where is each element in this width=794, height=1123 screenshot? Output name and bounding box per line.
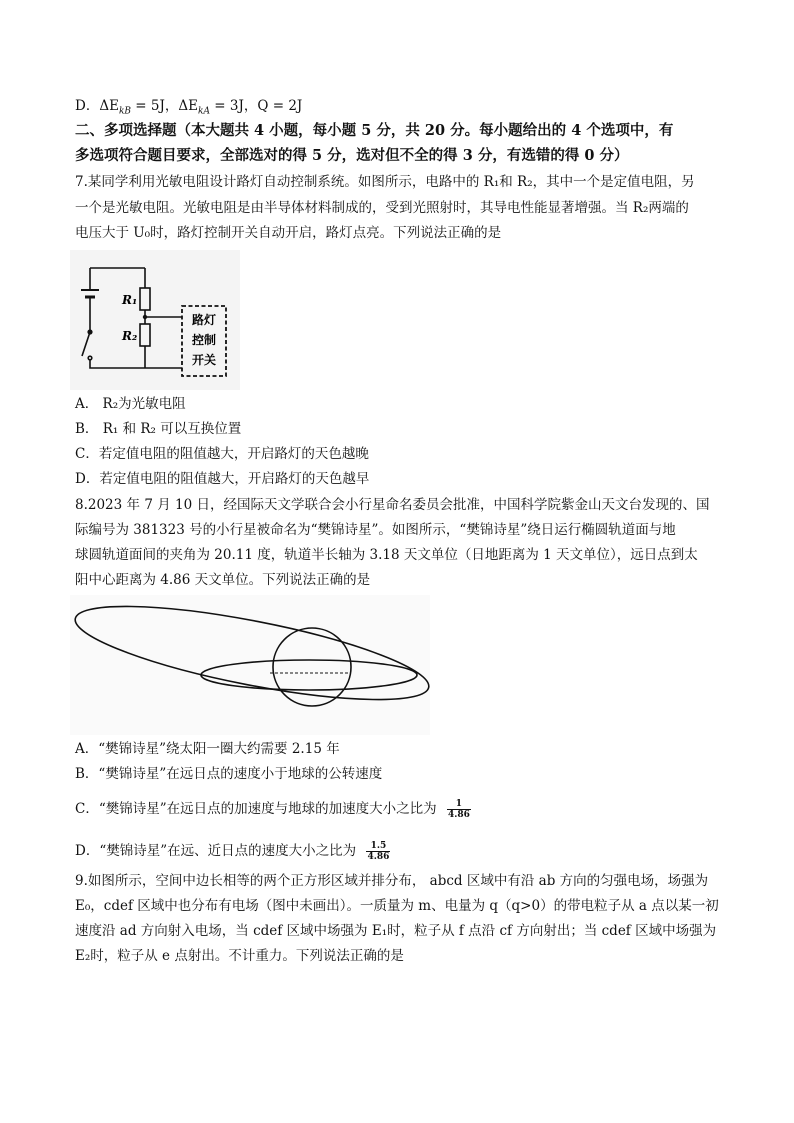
control-box-line3: 开关 (191, 353, 217, 367)
q7-stem-line3: 电压大于 U₀时，路灯控制开关自动开启，路灯点亮。下列说法正确的是 (75, 225, 502, 241)
control-box-line2: 控制 (191, 333, 217, 347)
q9-stem-line3: 速度沿 ad 方向射入电场，当 cdef 区域中场强为 E₁时，粒子从 f 点沿 cf 方向射出；当 cdef 区域中场强为 (75, 923, 717, 939)
q7-option-c: C．若定值电阻的阻值越大，开启路灯的天色越晚 (75, 446, 369, 462)
q8-stem-line3: 球圆轨道面间的夹角为 20.11 度，轨道半长轴为 3.18 天文单位（日地距离为 1 天文单位），远日点到太 (75, 547, 698, 563)
q9-stem-line2: E₀，cdef 区域中也分布有电场（图中未画出）。一质量为 m、电量为 q（q>0）的带电粒子从 a 点以某一初 (75, 898, 719, 914)
r2-label: R₂ (122, 329, 138, 343)
circuit-diagram (70, 250, 240, 390)
switch-pivot (88, 330, 92, 334)
switch-contact (88, 356, 92, 360)
orbit-diagram (70, 595, 430, 735)
section-heading-line2: 多选项符合题目要求，全部选对的得 5 分，选对但不全的得 3 分，有选错的得 0 分） (75, 147, 629, 164)
q8-option-a: A．“樊锦诗星”绕太阳一圈大约需要 2.15 年 (75, 741, 340, 757)
figure-background (70, 595, 430, 735)
q8-stem-line2: 际编号为 381323 号的小行星被命名为“樊锦诗星”。如图所示，“樊锦诗星”绕日运行椭圆轨道面与地 (75, 522, 676, 538)
q7-stem-line2: 一个是光敏电阻。光敏电阻是由半导体材料制成的，受到光照射时，其导电性能显著增强。当 R₂两端的 (75, 200, 689, 216)
control-box-line1: 路灯 (191, 313, 217, 327)
section-heading-line1: 二、多项选择题（本大题共 4 小题，每小题 5 分，共 20 分。每小题给出的 4 个选项中，有 (75, 122, 674, 139)
q8-stem-line4: 阳中心距离为 4.86 天文单位。下列说法正确的是 (75, 572, 371, 588)
q8-stem-line1: 8.2023 年 7 月 10 日，经国际天文学联合会小行星命名委员会批准，中国科学院紫金山天文台发现的、国 (75, 497, 710, 513)
r1-label: R₁ (122, 293, 138, 307)
q7-stem-line1: 7.某同学利用光敏电阻设计路灯自动控制系统。如图所示，电路中的 R₁和 R₂，其中一个是定值电阻，另 (75, 174, 695, 190)
q7-option-a: A． R₂为光敏电阻 (75, 396, 186, 412)
q8-option-c: C．“樊锦诗星”在远日点的加速度与地球的加速度大小之比为 $\frac{1}{4.86}$ (75, 799, 470, 820)
mid-node (143, 315, 147, 319)
q7-option-d: D．若定值电阻的阻值越大，开启路灯的天色越早 (75, 471, 370, 487)
q7-option-b: B． R₁ 和 R₂ 可以互换位置 (75, 421, 242, 437)
q9-stem-line1: 9.如图所示，空间中边长相等的两个正方形区域并排分布， abcd 区域中有沿 ab 方向的匀强电场，场强为 (75, 873, 709, 889)
q8-option-d: D．“樊锦诗星”在远、近日点的速度大小之比为 $\frac{1.5}{4.86}$ (75, 841, 390, 862)
q8-option-b: B．“樊锦诗星”在远日点的速度小于地球的公转速度 (75, 766, 383, 782)
q6-option-d: D．$\Delta E_{kB} = 5J$，$\Delta E_{kA} = 3J$，Q = 2J (75, 98, 303, 117)
q9-stem-line4: E₂时，粒子从 e 点射出。不计重力。下列说法正确的是 (75, 948, 404, 964)
fraction-d: $\frac{1.5}{4.86}$ (367, 841, 390, 862)
fraction-c: $\frac{1}{4.86}$ (447, 799, 470, 820)
